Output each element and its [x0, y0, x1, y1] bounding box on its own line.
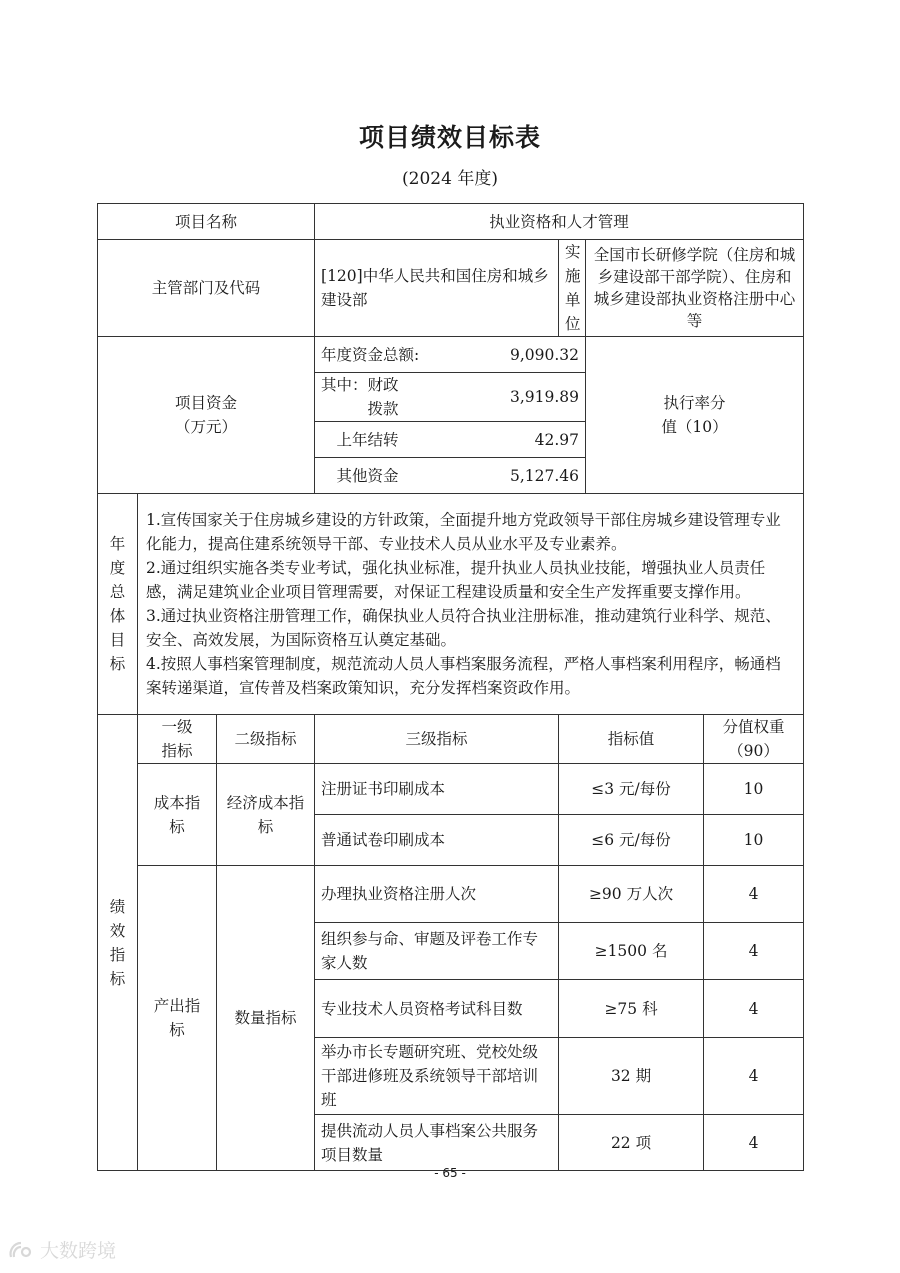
page-number: - 65 -: [434, 1166, 466, 1180]
cost-level2-text: 经济成本指标: [226, 793, 305, 836]
funds-fiscal-value: 3,919.89: [429, 373, 586, 422]
funds-carryover-value: 42.97: [429, 422, 586, 458]
goal-item-1: 1.宣传国家关于住房城乡建设的方针政策，全面提升地方党政领导干部住房城乡建设管理专业化能力，提高住建系统领导干部、专业技术人员从业水平及专业素养。: [146, 511, 781, 553]
goals-label-cell: [98, 494, 138, 715]
funds-carryover-label: 上年结转: [315, 422, 429, 458]
header-level2: 二级指标: [217, 715, 315, 764]
output-row-5-weight: 4: [704, 1115, 804, 1171]
funds-row-total: [98, 337, 804, 373]
output-row-4-weight: 4: [704, 1038, 804, 1115]
output-level2: 数量指标: [217, 866, 315, 1171]
project-name-row: [98, 204, 804, 240]
cost-level1: [138, 764, 217, 866]
implementer-value: 全国市长研修学院（住房和城乡建设部干部学院）、住房和城乡建设部执业资格注册中心等: [586, 240, 804, 337]
project-name-value: 执业资格和人才管理: [315, 204, 804, 240]
department-value: [120]中华人民共和国住房和城乡建设部: [315, 240, 559, 337]
project-name-label: 项目名称: [98, 204, 315, 240]
watermark: [8, 1236, 116, 1263]
output-row-4-name: 举办市长专题研究班、党校处级干部进修班及系统领导干部培训班: [315, 1038, 559, 1115]
output-row-2-weight: 4: [704, 923, 804, 980]
output-level1: [138, 866, 217, 1171]
cost-level1-text: 成本指标: [153, 793, 201, 836]
cost-level2: [217, 764, 315, 866]
department-label: 主管部门及代码: [98, 240, 315, 337]
cost-row-2-value: ≤6 元/每份: [559, 815, 704, 866]
goal-item-3: 3.通过执业资格注册管理工作，确保执业人员符合执业注册标准，推动建筑行业科学、规范、安全、高效发展，为国际资格互认奠定基础。: [146, 607, 781, 649]
indicators-label: 绩效指标: [109, 897, 126, 988]
implementer-label: 实施单位: [559, 240, 586, 337]
output-row-5-name: 提供流动人员人事档案公共服务项目数量: [315, 1115, 559, 1171]
header-value: 指标值: [559, 715, 704, 764]
watermark-logo-icon: [8, 1240, 34, 1260]
cost-row-1-name: 注册证书印刷成本: [315, 764, 559, 815]
execution-rate-cell: [586, 337, 804, 494]
header-level3: 三级指标: [315, 715, 559, 764]
output-row-2-value: ≥1500 名: [559, 923, 704, 980]
funds-other-label: 其他资金: [315, 458, 429, 494]
cost-row-2-weight: 10: [704, 815, 804, 866]
indicator-header-row: [98, 715, 804, 764]
funds-total-label: 年度资金总额:: [315, 337, 429, 373]
output-row-1-weight: 4: [704, 866, 804, 923]
output-row-3-weight: 4: [704, 980, 804, 1038]
watermark-text: 大数跨境: [40, 1240, 117, 1262]
goals-row: [98, 494, 804, 715]
header-weight-text: 分值权重（90）: [722, 718, 785, 760]
funds-fiscal-label: 其中：财政拨款: [315, 373, 429, 422]
output-row-3-value: ≥75 科: [559, 980, 704, 1038]
funds-label-text: 项目资金（万元）: [174, 394, 237, 436]
output-row-1-value: ≥90 万人次: [559, 866, 704, 923]
cost-row-1-weight: 10: [704, 764, 804, 815]
page-title: 项目绩效目标表: [358, 123, 541, 152]
header-level1-text: 一级指标: [161, 718, 193, 760]
department-row: [98, 240, 804, 337]
output-row-2-name: 组织参与命、审题及评卷工作专家人数: [315, 923, 559, 980]
table-row: [98, 764, 804, 815]
output-row-4-value: 32 期: [559, 1038, 704, 1115]
header-weight: [704, 715, 804, 764]
cost-row-1-value: ≤3 元/每份: [559, 764, 704, 815]
year-subtitle: (2024 年度): [402, 169, 498, 189]
output-row-1-name: 办理执业资格注册人次: [315, 866, 559, 923]
funds-total-value: 9,090.32: [429, 337, 586, 373]
table-row: [98, 866, 804, 923]
header-level1: [138, 715, 217, 764]
output-row-3-name: 专业技术人员资格考试科目数: [315, 980, 559, 1038]
output-row-5-value: 22 项: [559, 1115, 704, 1171]
indicators-label-cell: [98, 715, 138, 1171]
goal-item-4: 4.按照人事档案管理制度，规范流动人员人事档案服务流程，严格人事档案利用程序，畅通档案转递渠道，宣传普及档案政策知识，充分发挥档案资政作用。: [146, 655, 781, 697]
cost-row-2-name: 普通试卷印刷成本: [315, 815, 559, 866]
goal-item-2: 2.通过组织实施各类专业考试，强化执业标准，提升执业人员执业技能，增强执业人员责任感，满足建筑业企业项目管理需要，对保证工程建设质量和安全生产发挥重要支撑作用。: [146, 559, 766, 601]
performance-table: [97, 203, 804, 1171]
output-level1-text: 产出指标: [153, 997, 201, 1039]
funds-label: [98, 337, 315, 494]
goals-label: 年度总体目标: [109, 535, 126, 673]
funds-other-value: 5,127.46: [429, 458, 586, 494]
goals-content: [138, 494, 804, 715]
execution-rate-label: 执行率分值（10）: [661, 394, 728, 436]
